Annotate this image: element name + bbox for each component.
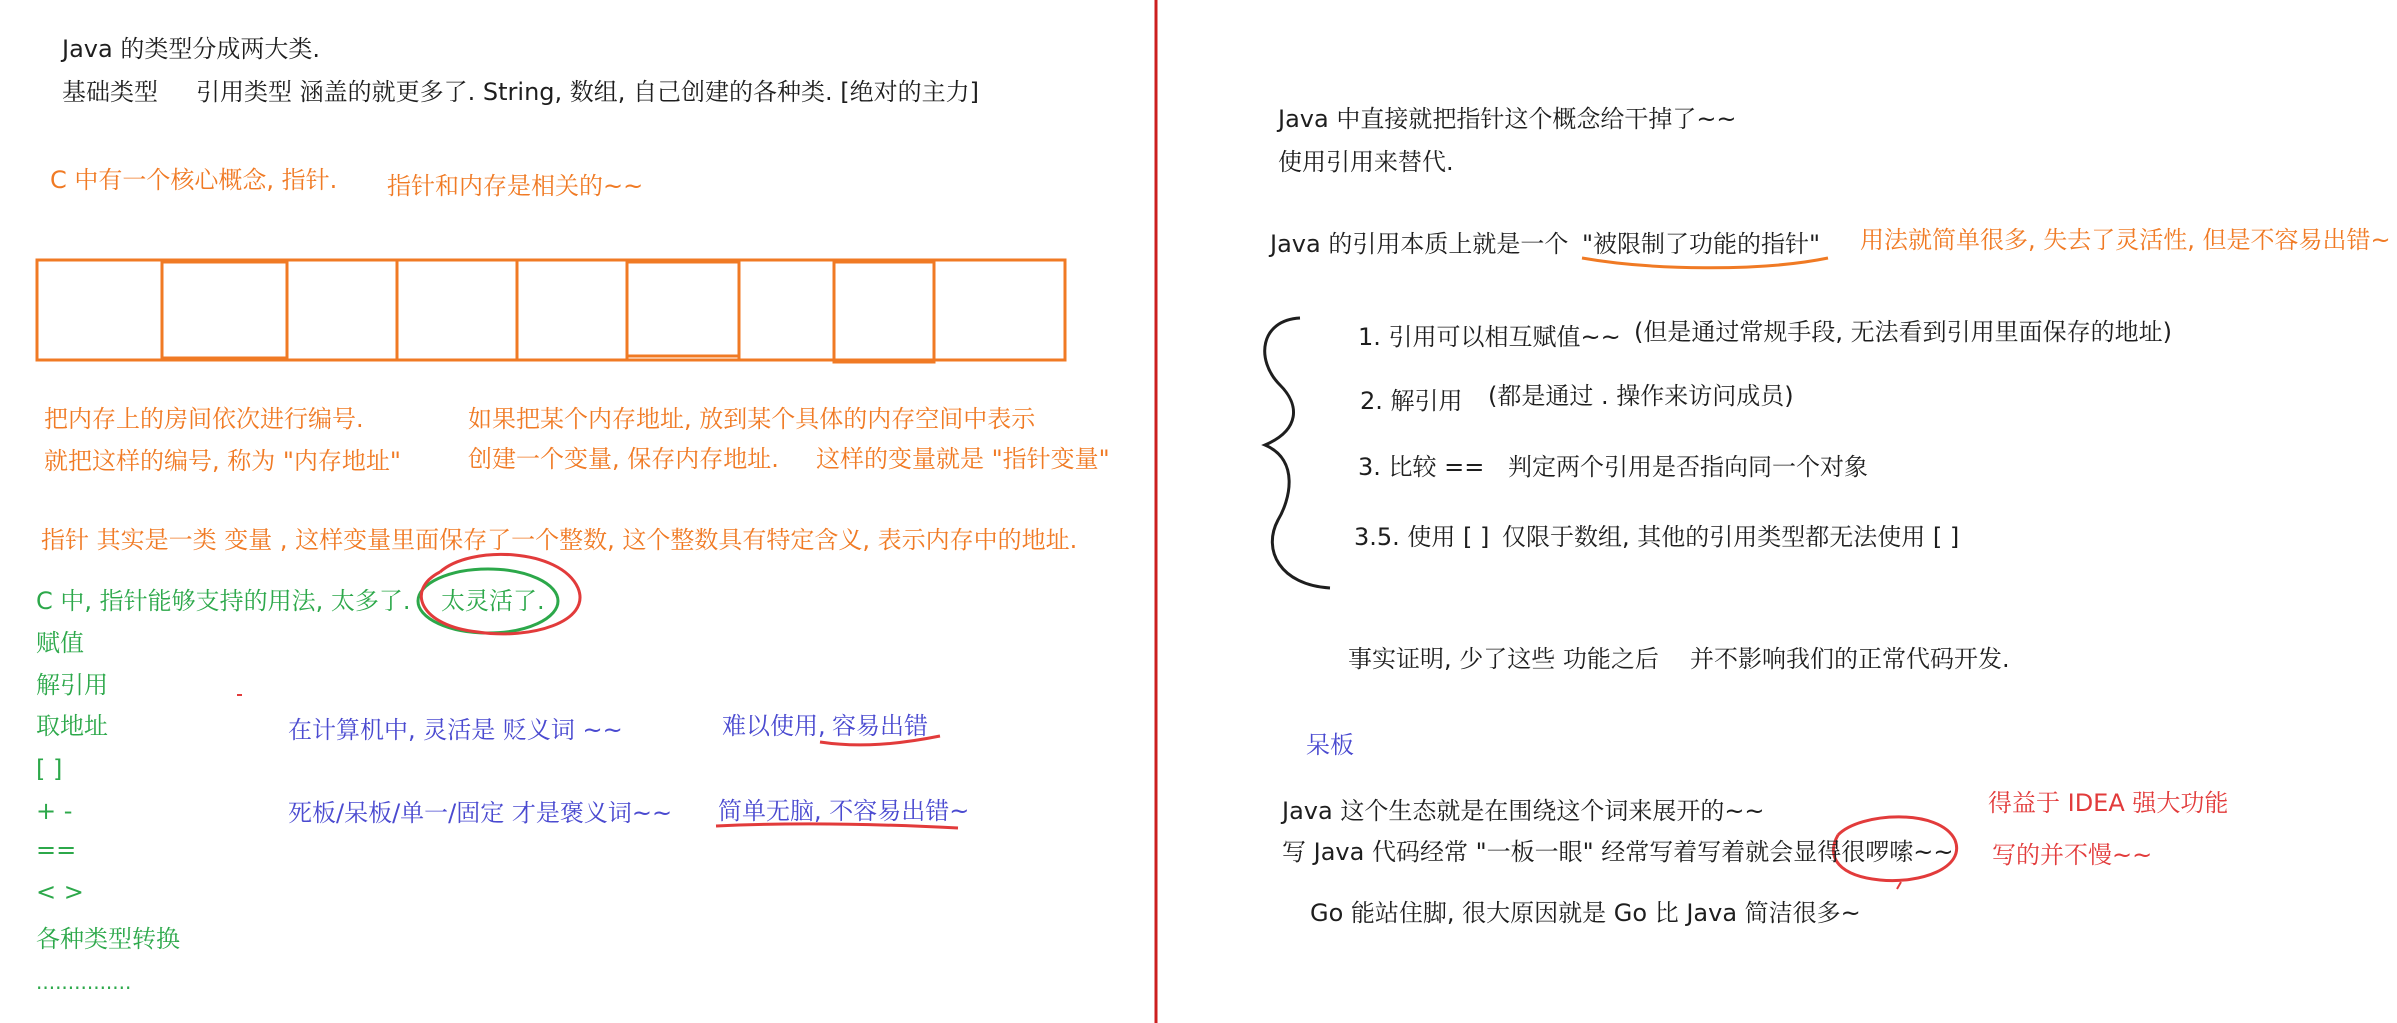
ref-feature-label: 1. 引用可以相互赋值~~: [1358, 323, 1621, 351]
op-item: ...............: [36, 970, 132, 994]
idea-not-slow: 写的并不慢~~: [1992, 841, 2153, 869]
intro-basic-types: 基础类型: [62, 78, 158, 106]
go-simplicity: Go 能站住脚, 很大原因就是 Go 比 Java 简洁很多~: [1310, 899, 1861, 927]
numbering-line-1: 把内存上的房间依次进行编号.: [44, 405, 364, 433]
idea-benefit: 得益于 IDEA 强大功能: [1988, 789, 2229, 817]
hard-to-use: 难以使用,: [722, 712, 826, 740]
pointer-memory-note: 指针和内存是相关的~~: [387, 172, 644, 200]
reference-essence: Java 的引用本质上就是一个: [1270, 230, 1569, 258]
memory-cells: [37, 260, 1065, 362]
fact-proved: 事实证明, 少了这些 功能之后: [1348, 645, 1659, 673]
ref-feature-label: 2. 解引用: [1360, 387, 1463, 415]
ref-feature-label: 3. 比较 ==: [1358, 453, 1485, 481]
address-line-1: 如果把某个内存地址, 放到某个具体的内存空间中表示: [468, 405, 1036, 433]
op-item: 各种类型转换: [36, 925, 180, 953]
ref-feature-note: 仅限于数组, 其他的引用类型都无法使用 [ ]: [1502, 523, 1960, 551]
c-usage-circled: 太灵活了.: [441, 587, 545, 615]
ref-feature-note: (但是通过常规手段, 无法看到引用里面保存的地址): [1634, 318, 2172, 346]
reference-simpler-note: 用法就简单很多, 失去了灵活性, 但是不容易出错~: [1860, 226, 2391, 254]
intro-reference-types: 引用类型 涵盖的就更多了. String, 数组, 自己创建的各种类. [绝对的主力]: [196, 78, 980, 106]
flexible-is-bad: 在计算机中, 灵活是 贬义词 ~~: [288, 716, 623, 744]
rigid-is-good: 死板/呆板/单一/固定 才是褒义词~~: [288, 799, 673, 827]
rigid-word: 呆板: [1306, 731, 1354, 759]
numbering-line-2: 就把这样的编号, 称为 "内存地址": [44, 447, 401, 475]
simple-no-errors: 简单无脑, 不容易出错~: [718, 797, 970, 825]
orange-underline-quote: [1582, 258, 1828, 268]
fact-no-impact: 并不影响我们的正常代码开发.: [1690, 645, 2010, 673]
address-line-2a: 创建一个变量, 保存内存地址.: [468, 445, 779, 473]
op-item: + -: [36, 797, 73, 825]
op-item: ==: [36, 836, 77, 864]
java-verbose: 写 Java 代码经常 "一板一眼" 经常写着写着就会显得很啰嗦~~: [1282, 838, 1954, 866]
red-tick: [1897, 882, 1901, 889]
java-uses-reference: 使用引用来替代.: [1278, 148, 1454, 176]
op-item: < >: [36, 878, 84, 906]
address-line-2b: 这样的变量就是 "指针变量": [816, 445, 1110, 473]
curly-brace: [1265, 318, 1330, 588]
c-pointer-concept: C 中有一个核心概念, 指针.: [50, 166, 338, 194]
c-usage-lead: C 中, 指针能够支持的用法, 太多了.: [36, 587, 411, 615]
java-removes-pointer: Java 中直接就把指针这个概念给干掉了~~: [1278, 105, 1737, 133]
op-item: 取地址: [36, 712, 108, 740]
op-item: 解引用: [36, 671, 108, 699]
ref-feature-note: (都是通过 . 操作来访问成员): [1488, 382, 1794, 410]
java-ecosystem: Java 这个生态就是在围绕这个词来展开的~~: [1282, 797, 1765, 825]
ref-feature-note: 判定两个引用是否指向同一个对象: [1508, 453, 1868, 481]
limited-pointer-quote: "被限制了功能的指针": [1582, 230, 1821, 258]
op-item: [ ]: [36, 755, 63, 783]
intro-line-1: Java 的类型分成两大类.: [62, 35, 320, 63]
pointer-definition: 指针 其实是一类 变量 , 这样变量里面保存了一个整数, 这个整数具有特定含义, 表示内存中的地址.: [41, 526, 1078, 554]
ref-feature-label: 3.5. 使用 [ ]: [1354, 523, 1490, 551]
error-prone: 容易出错: [832, 712, 928, 740]
op-item: 赋值: [36, 629, 84, 657]
